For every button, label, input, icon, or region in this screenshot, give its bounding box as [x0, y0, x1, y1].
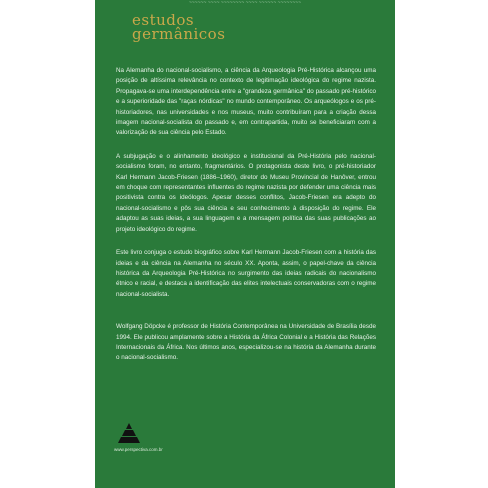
synopsis-paragraph-2: A subjugação e o alinhamento ideológico e institucional da Pré-História pelo nacional-socialismo foram, no entanto, fragmentários. O protagonista deste livro, o pré-historiador Karl Hermann Jacob-Friesen (1886–1960), diretor do Museu Provincial de Hanôver, entrou em choque com representantes influentes do regime nazista por defender uma ciência mais positivista contra os ideólogos. Apesar desses conflitos, Jacob-Friesen era adepto do nacional-socialismo e pôs sua ciência e seu conhecimento à disposição do regime. Ele adaptou as suas ideias, a sua linguagem e a mensagem política das suas publicações ao projeto ideológico do regime.: [116, 152, 376, 233]
top-strip-text: ~~~~~~ ~~~~ ~~~~~~~~ ~~~~ ~~~~~~ ~~~~~~~~: [188, 0, 302, 6]
synopsis-paragraph-1: Na Alemanha do nacional-socialismo, a ciência da Arqueologia Pré-Histórica alcançou uma posição de altíssima relevância no contexto de legitimação ideológica do regime nazista. Propagava-se uma interdependência entre a "grandeza germânica" do passado pré-histórico e a superioridade das "raças nórdicas" no mundo contemporâneo. Os arqueólogos e os pré-historiadores, nas universidades e nos museus, muito contribuíram para a criação dessa imagem nacional-socialista do passado e, em contrapartida, muito se beneficiaram com a valorização de sua ciência pelo Estado.: [116, 67, 376, 137]
synopsis-paragraph-3: Este livro conjuga o estudo biográfico sobre Karl Hermann Jacob-Friesen com a história das ideias e da ciência na Alemanha no século XX. Aponta, assim, o papel-chave da ciência histórica da Arqueologia Pré-Histórica no surgimento das ideias radicais do nacionalismo étnico e racial, e destaca a identificação das elites intelectuais conservadoras com o regime nacional-socialista.: [116, 249, 376, 298]
series-title: [132, 13, 225, 41]
pyramid-logo-icon: [118, 422, 140, 444]
book-back-cover: [95, 0, 395, 488]
series-title-line1: estudos: [132, 11, 195, 29]
publisher-website: www.perspectiva.com.br: [114, 447, 163, 452]
author-bio: Wolfgang Döpcke é professor de História Contemporânea na Universidade de Brasília desde 1994. Ele publicou amplamente sobre a História da África Colonial e a História das Relações Internacionais da África. Nos últimos anos, especializou-se na história da Alemanha durante o nacional-socialismo.: [116, 323, 376, 362]
synopsis: [116, 66, 376, 377]
series-title-line2: germânicos: [132, 25, 226, 43]
